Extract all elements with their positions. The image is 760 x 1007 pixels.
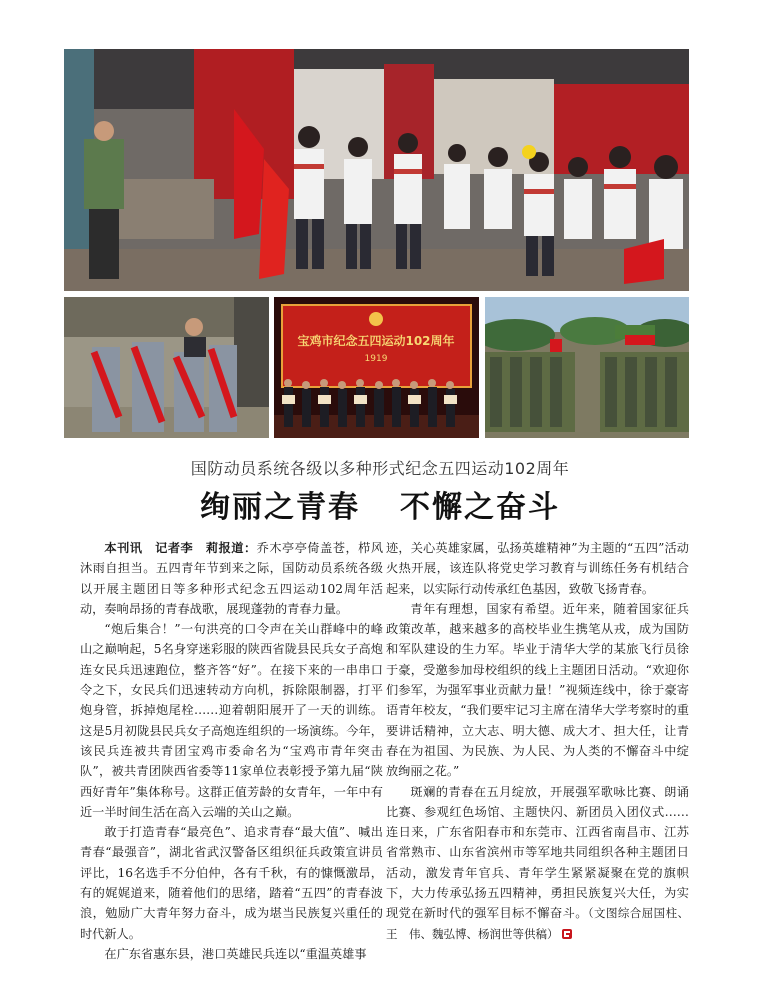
paragraph bbox=[386, 782, 689, 944]
paragraph: 迹，关心英雄家属，弘扬英雄精神”为主题的“五四”活动火热开展，该连队将党史学习教育与训练任务有机结合起来，以实际行动传承红色基因，致敬飞扬青春。 bbox=[386, 541, 689, 596]
byline: 本刊讯 记者李 莉报道： bbox=[104, 541, 257, 555]
photo-credit: （文图综合屈国柱、王 伟、魏弘博、杨润世等供稿） bbox=[386, 906, 690, 941]
end-mark-icon bbox=[562, 929, 572, 939]
ceremony-banner-text: 宝鸡市纪念五四运动102周年 bbox=[297, 334, 455, 348]
paragraph-text: 斑斓的青春在五月绽放，开展强军歌咏比赛、朗诵比赛、参观红色场馆、主题快闪、新团员入团仪式……连日来，广东省阳春市和东莞市、江西省南昌市、江苏省常熟市、山东省滨州市等军地共同组织各种主题团日活动，激发青年官兵、青年学生紧紧凝聚在党的旗帜下，大力传承弘扬五四精神，勇担民族复兴大任，为实现党在新时代的强军目标不懈奋斗。 bbox=[386, 784, 689, 921]
photo-militia-women bbox=[64, 297, 269, 438]
headline-part-2: 不懈之奋斗 bbox=[400, 490, 560, 525]
article-column-left bbox=[80, 538, 383, 964]
photo-ceremony-stage bbox=[274, 297, 479, 438]
article-subtitle: 国防动员系统各级以多种形式纪念五四运动102周年 bbox=[190, 459, 570, 478]
paragraph: “炮后集合！”一句洪亮的口令声在关山群峰中的峰山之巅响起，5名身穿迷彩服的陕西省陇县民兵女子高炮连女民兵迅速跑位，整齐答“好”。在接下来的一串串口令之下，女民兵们迅速转动方向机，拆除限制器，打平炮身管，拆掉炮尾栓……迎着朝阳展开了一天的训练。这是5月初陇县民兵女子高炮连组织的一场演练。今年，该民兵连被共青团宝鸡市委命名为“宝鸡市青年突击队”，被共青团陕西省委等11家单位表彰授予第九届“陕西好青年”集体称号。这群正值芳龄的女青年，一年中有近一半时间生活在高入云端的关山之巅。 bbox=[80, 622, 383, 819]
article-column-right bbox=[386, 538, 689, 944]
paragraph: 敢于打造青春“最亮色”、追求青春“最大值”、喊出青春“最强音”，湖北省武汉警备区组织征兵政策宣讲员评比，16名选手不分伯仲，各有千秋，有的慷慨激昂，有的娓娓道来，随着他们的思绪，踏着“五四”的青春波浪，勉励广大青年努力奋斗，成为堪当民族复兴重任的时代新人。 bbox=[80, 825, 383, 941]
main-photo-exhibition-hall bbox=[64, 49, 689, 291]
ceremony-banner-year: 1919 bbox=[364, 354, 388, 364]
paragraph bbox=[80, 538, 383, 619]
paragraph-text: 乔木亭亭倚盖苍，栉风沐雨自担当。五四青年节到来之际，国防动员系统各级以开展主题团日等多种形式纪念五四运动102周年活动，奏响昂扬的青春战歌，展现蓬勃的青春力量。 bbox=[80, 541, 384, 616]
photo-soldiers-parade bbox=[485, 297, 689, 438]
paragraph: 在广东省惠东县，港口英雄民兵连以“重温英雄事 bbox=[104, 946, 367, 961]
article-headline bbox=[0, 482, 760, 526]
paragraph: 青年有理想，国家有希望。近年来，随着国家征兵政策改革，越来越多的高校毕业生携笔从戎，成为国防和军队建设的生力军。毕业于清华大学的某旅飞行员徐于豪，受邀参加母校组织的线上主题团日活动。“欢迎你们参军，为强军事业贡献力量！”视频连线中，徐于豪寄语青年校友，“我们要牢记习主席在清华大学考察时的重要讲话精神，立大志、明大德、成大才、担大任，让青春在为祖国、为民族、为人民、为人类的不懈奋斗中绽放绚丽之花。” bbox=[386, 601, 689, 779]
headline-part-1: 绚丽之青春 bbox=[200, 490, 360, 525]
